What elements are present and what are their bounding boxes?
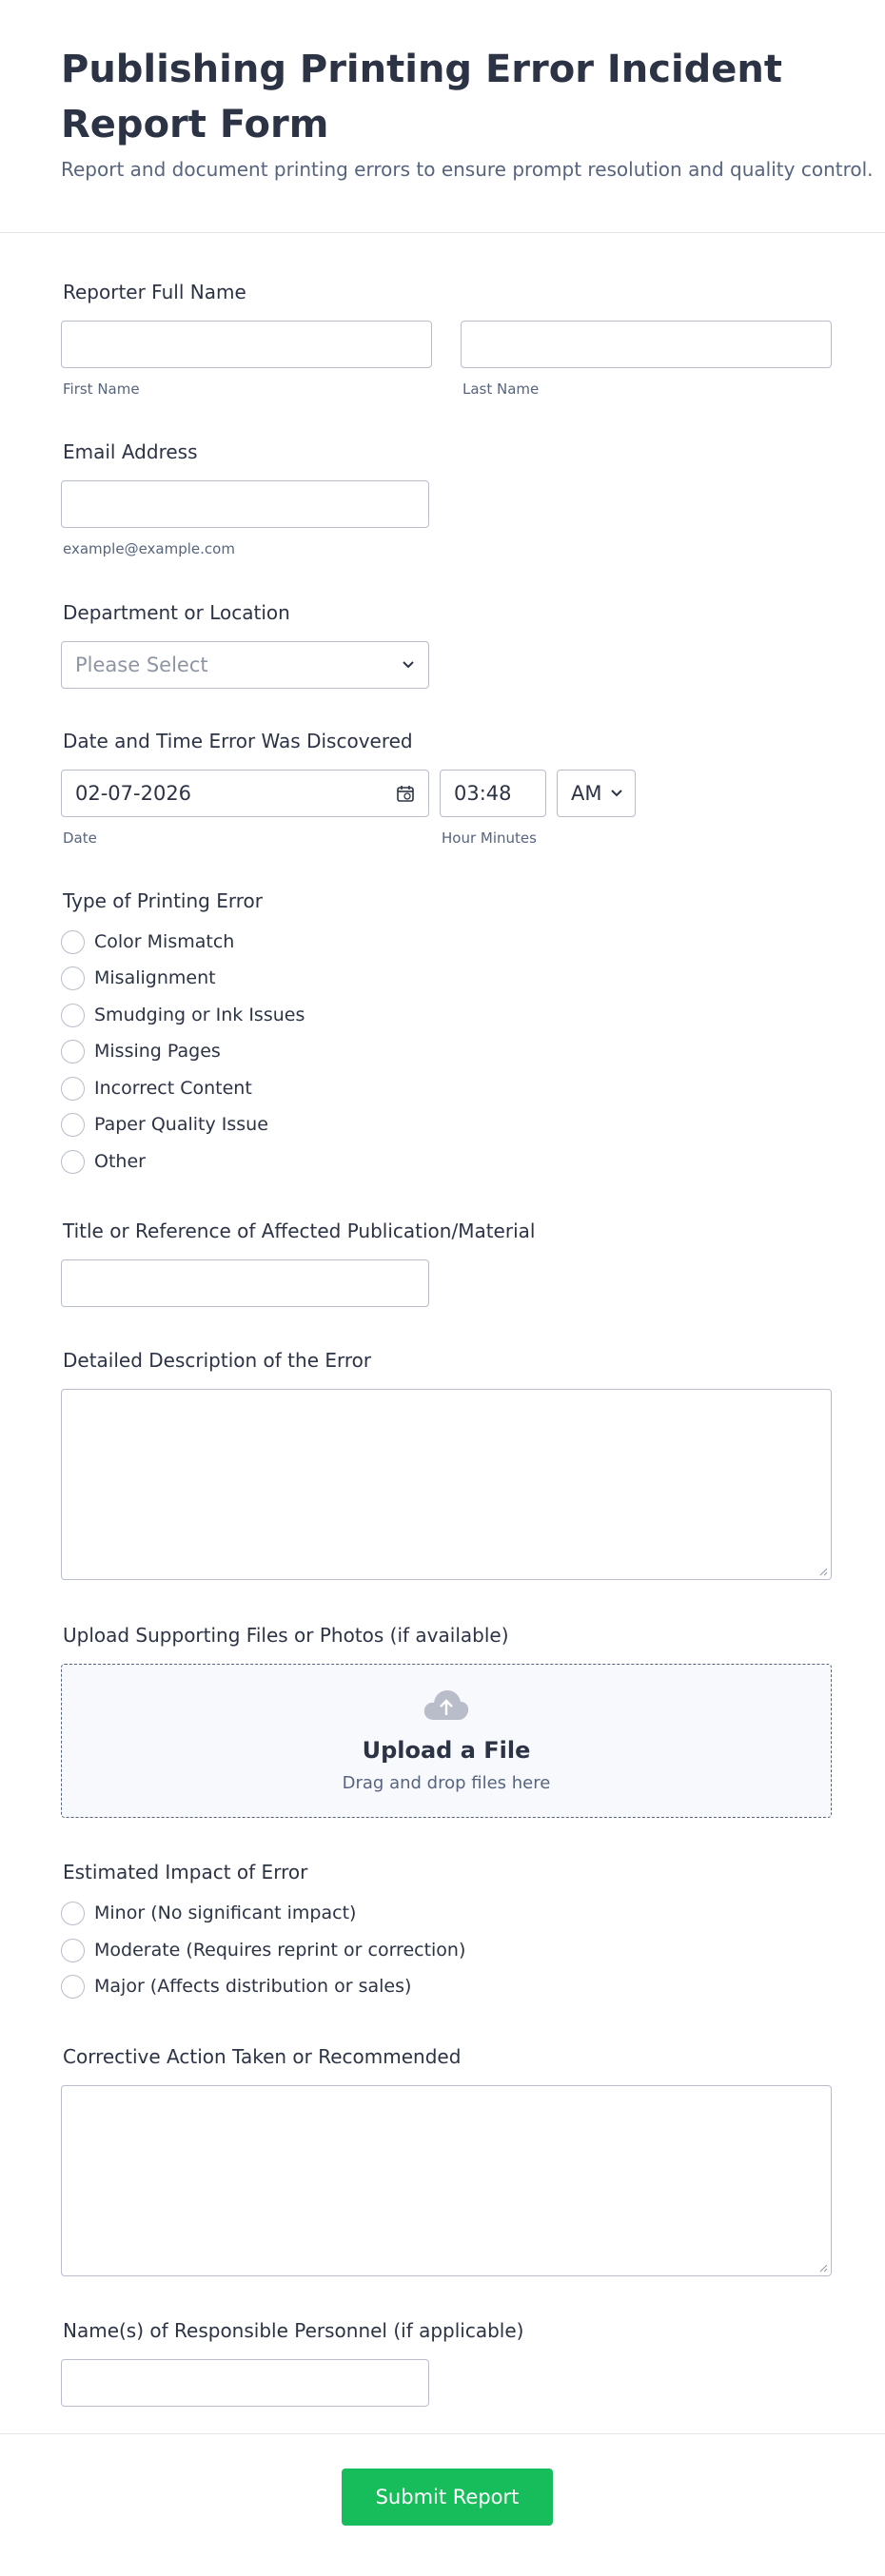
- last-name-input[interactable]: [461, 321, 832, 368]
- personnel-label: Name(s) of Responsible Personnel (if applicable): [63, 2319, 524, 2342]
- title-reference-input[interactable]: [61, 1259, 429, 1307]
- impact-option-label: Minor (No significant impact): [94, 1903, 357, 1923]
- resize-handle-icon[interactable]: [818, 2263, 828, 2273]
- radio-button[interactable]: [61, 1902, 85, 1925]
- radio-button[interactable]: [61, 1004, 85, 1027]
- form-footer: [0, 2433, 885, 2576]
- error-type-option-label: Color Mismatch: [94, 931, 235, 952]
- ampm-select[interactable]: [557, 770, 636, 817]
- impact-option[interactable]: [61, 1937, 465, 1963]
- date-input[interactable]: [61, 770, 429, 817]
- time-sublabel: Hour Minutes: [442, 829, 537, 847]
- datetime-label: Date and Time Error Was Discovered: [63, 730, 413, 752]
- email-label: Email Address: [63, 440, 198, 463]
- error-type-option[interactable]: [61, 965, 216, 991]
- impact-option[interactable]: [61, 1900, 356, 1926]
- ampm-value: AM: [571, 782, 602, 805]
- cloud-upload-icon: [423, 1688, 470, 1722]
- radio-button[interactable]: [61, 1939, 85, 1962]
- date-value: 02-07-2026: [75, 782, 192, 805]
- time-value: 03:48: [454, 782, 512, 805]
- error-type-option-label: Other: [94, 1151, 146, 1172]
- impact-option-label: Moderate (Requires reprint or correction): [94, 1940, 466, 1961]
- impact-option-label: Major (Affects distribution or sales): [94, 1976, 412, 1997]
- description-label: Detailed Description of the Error: [63, 1349, 372, 1372]
- error-type-option-label: Smudging or Ink Issues: [94, 1005, 305, 1025]
- error-type-option[interactable]: [61, 928, 234, 955]
- impact-option[interactable]: [61, 1973, 411, 2000]
- first-name-sublabel: First Name: [63, 381, 140, 398]
- corrective-action-textarea[interactable]: [61, 2085, 832, 2276]
- calendar-icon[interactable]: [396, 784, 415, 803]
- title-reference-label: Title or Reference of Affected Publication/Material: [63, 1220, 536, 1242]
- corrective-action-label: Corrective Action Taken or Recommended: [63, 2045, 462, 2068]
- radio-button[interactable]: [61, 1975, 85, 1999]
- chevron-down-icon: [402, 660, 415, 670]
- error-type-option[interactable]: [61, 1111, 268, 1138]
- error-type-option-label: Incorrect Content: [94, 1078, 252, 1099]
- radio-button[interactable]: [61, 1113, 85, 1137]
- file-upload-dropzone[interactable]: [61, 1664, 832, 1818]
- error-type-option-label: Paper Quality Issue: [94, 1114, 268, 1135]
- error-type-option-label: Misalignment: [94, 967, 216, 988]
- first-name-input[interactable]: [61, 321, 432, 368]
- submit-button[interactable]: Submit Report: [342, 2469, 553, 2526]
- error-type-label: Type of Printing Error: [63, 889, 263, 912]
- error-type-option[interactable]: [61, 1075, 252, 1102]
- form-title: Publishing Printing Error Incident Report Form: [61, 48, 783, 146]
- error-type-option[interactable]: [61, 1148, 146, 1175]
- upload-subtext: Drag and drop files here: [342, 1773, 551, 1793]
- department-placeholder: Please Select: [75, 654, 208, 676]
- email-sublabel: example@example.com: [63, 540, 235, 557]
- radio-button[interactable]: [61, 1077, 85, 1101]
- radio-button[interactable]: [61, 930, 85, 954]
- time-input[interactable]: [440, 770, 546, 817]
- resize-handle-icon[interactable]: [818, 1567, 828, 1576]
- description-textarea[interactable]: [61, 1389, 832, 1580]
- impact-label: Estimated Impact of Error: [63, 1861, 308, 1883]
- error-type-option[interactable]: [61, 1002, 305, 1028]
- reporter-name-label: Reporter Full Name: [63, 281, 246, 303]
- personnel-input[interactable]: [61, 2359, 429, 2407]
- upload-title: Upload a File: [362, 1737, 531, 1764]
- radio-button[interactable]: [61, 1040, 85, 1064]
- date-sublabel: Date: [63, 829, 97, 847]
- email-input[interactable]: [61, 480, 429, 528]
- upload-label: Upload Supporting Files or Photos (if available): [63, 1624, 509, 1647]
- last-name-sublabel: Last Name: [462, 381, 540, 398]
- chevron-down-icon: [610, 789, 623, 798]
- department-label: Department or Location: [63, 601, 290, 624]
- form-subtitle: Report and document printing errors to ensure prompt resolution and quality control.: [61, 158, 874, 181]
- form-header: [0, 0, 885, 233]
- department-select[interactable]: [61, 641, 429, 689]
- error-type-option-label: Missing Pages: [94, 1041, 221, 1062]
- radio-button[interactable]: [61, 1150, 85, 1174]
- error-type-option[interactable]: [61, 1038, 221, 1064]
- radio-button[interactable]: [61, 966, 85, 990]
